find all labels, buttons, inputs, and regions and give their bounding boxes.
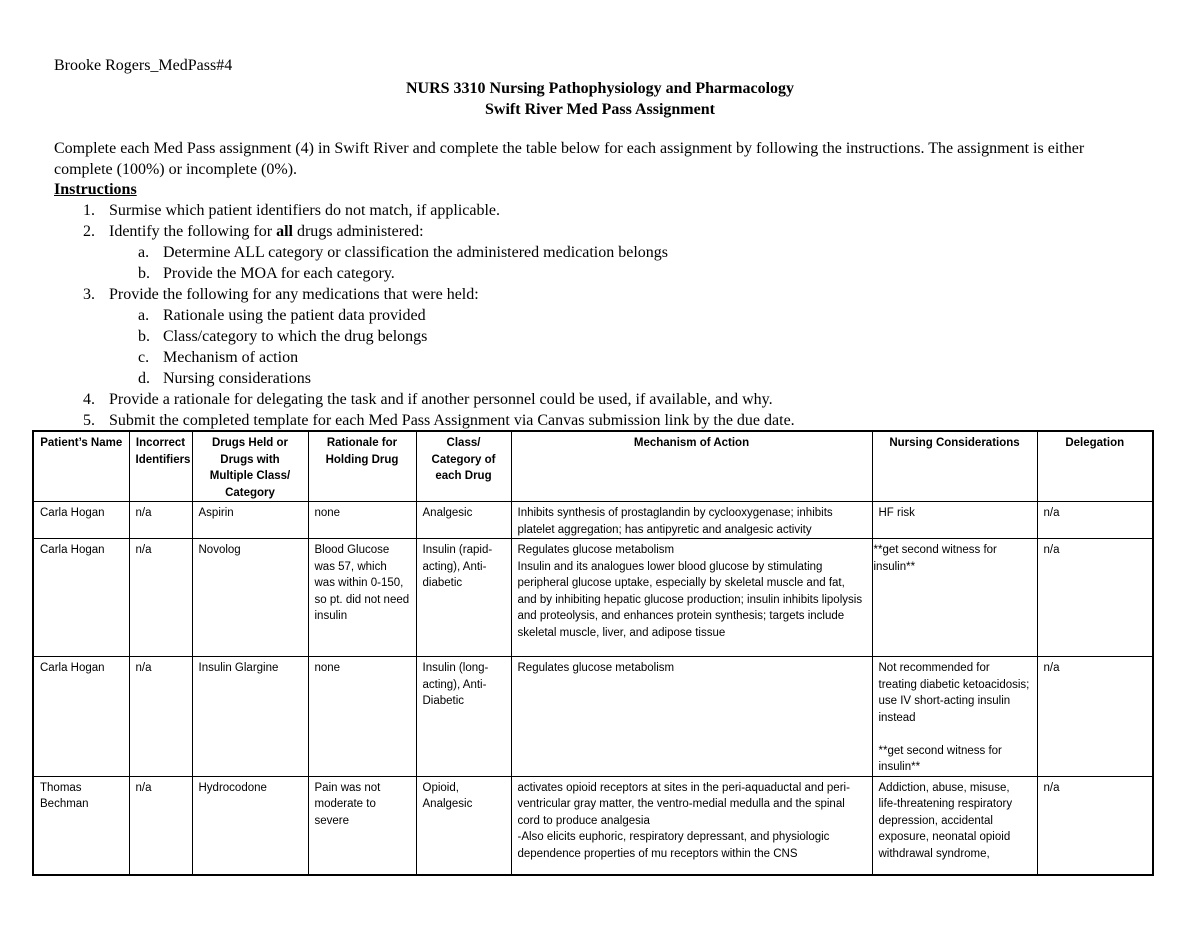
instruction-item-2 [109,223,424,241]
table-row [33,657,1153,777]
list-number: 5. [83,412,95,429]
document-title: NURS 3310 Nursing Pathophysiology and Pharmacology [405,80,795,97]
instruction-item-4: Provide a rationale for delegating the task and if another personnel could be used, if available, and why. [109,391,773,408]
cell-rationale: none [308,502,416,539]
cell-rationale: Blood Glucose was 57, which was within 0-150, so pt. did not need insulin [308,539,416,657]
instruction-item-5: Submit the completed template for each Med Pass Assignment via Canvas submission link by the due date. [109,412,795,429]
cell-incorrect-identifiers: n/a [129,657,192,777]
instruction-item-3b: Class/category to which the drug belongs [163,328,428,345]
table-row [33,776,1153,875]
cell-drug: Hydrocodone [192,776,308,875]
cell-mechanism: Inhibits synthesis of prostaglandin by cyclooxygenase; inhibits platelet aggregation; has antipyretic and analgesic activity [511,502,872,539]
list-number: 2. [83,223,95,240]
cell-delegation: n/a [1037,657,1153,777]
cell-class: Insulin (rapid-acting), Anti-diabetic [416,539,511,657]
cell-class: Insulin (long-acting), Anti-Diabetic [416,657,511,777]
list-letter: c. [138,349,150,366]
instruction-item-2-text-end: drugs administered: [292,223,424,240]
header-delegation: Delegation [1037,431,1153,502]
instruction-item-3a: Rationale using the patient data provided [163,307,426,324]
cell-nursing: Not recommended for treating diabetic ketoacidosis; use IV short-acting insulin instead **get second witness for insulin** [872,657,1037,777]
instruction-item-3c: Mechanism of action [163,349,299,366]
instruction-item-1: Surmise which patient identifiers do not match, if applicable. [109,202,501,219]
list-number: 1. [83,202,95,219]
instruction-item-2a: Determine ALL category or classification the administered medication belongs [163,244,669,261]
instruction-item-3: Provide the following for any medications that were held: [109,286,479,303]
cell-drug: Insulin Glargine [192,657,308,777]
table-row [33,539,1153,657]
cell-rationale: none [308,657,416,777]
header-mechanism-of-action: Mechanism of Action [511,431,872,502]
cell-delegation: n/a [1037,776,1153,875]
list-letter: a. [138,307,150,324]
document-title-block [0,78,1200,120]
header-class-category: Class/ Category of each Drug [416,431,511,502]
cell-patient-name: Carla Hogan [33,657,129,777]
cell-mechanism: Regulates glucose metabolism [511,657,872,777]
cell-delegation: n/a [1037,502,1153,539]
cell-class: Analgesic [416,502,511,539]
table-row [33,502,1153,539]
cell-nursing: **get second witness for insulin** [872,539,1037,657]
cell-incorrect-identifiers: n/a [129,502,192,539]
list-letter: b. [138,328,150,345]
header-drugs-held: Drugs Held or Drugs with Multiple Class/ Category [192,431,308,502]
instruction-item-3d: Nursing considerations [163,370,311,387]
list-number: 4. [83,391,95,408]
cell-rationale: Pain was not moderate to severe [308,776,416,875]
list-letter: d. [138,370,150,387]
cell-nursing: Addiction, abuse, misuse, life-threatening respiratory depression, accidental exposure, neonatal opioid withdrawal syndrome, [872,776,1037,875]
header-rationale: Rationale for Holding Drug [308,431,416,502]
header-patient-name: Patient’s Name [33,431,129,502]
table-header-row [33,431,1153,502]
cell-incorrect-identifiers: n/a [129,539,192,657]
cell-drug: Novolog [192,539,308,657]
list-number: 3. [83,286,95,303]
intro-paragraph: Complete each Med Pass assignment (4) in Swift River and complete the table below for each assignment by following the instructions. The assignment is either complete (100%) or incomplete (0%). [54,140,1085,178]
cell-drug: Aspirin [192,502,308,539]
cell-delegation: n/a [1037,539,1153,657]
cell-patient-name: Carla Hogan [33,539,129,657]
cell-class: Opioid, Analgesic [416,776,511,875]
instructions-heading: Instructions [54,181,137,198]
cell-patient-name: Thomas Bechman [33,776,129,875]
list-letter: a. [138,244,150,261]
instruction-item-2-bold: all [276,223,293,240]
list-letter: b. [138,265,150,282]
document-author-line: Brooke Rogers_MedPass#4 [54,57,233,74]
instruction-item-2-text: Identify the following for [109,223,277,240]
document-subtitle: Swift River Med Pass Assignment [485,101,715,118]
cell-mechanism: Regulates glucose metabolism Insulin and its analogues lower blood glucose by stimulating peripheral glucose uptake, especially by skeletal muscle and fat, and by inhibiting hepatic glucose production; insulin inhibits lipolysis and proteolysis, and enhances protein synthesis; targets include skeletal muscle, liver, and adipose tissue [511,539,872,657]
header-incorrect-identifiers: Incorrect Identifiers [129,431,192,502]
instruction-item-2b: Provide the MOA for each category. [163,265,395,282]
cell-patient-name: Carla Hogan [33,502,129,539]
header-nursing-considerations: Nursing Considerations [872,431,1037,502]
cell-nursing: HF risk [872,502,1037,539]
cell-mechanism: activates opioid receptors at sites in the peri-aquaductal and peri-ventricular gray matter, the ventro-medial medulla and the spinal cord to produce analgesia -Also elicits euphoric, respiratory depressant, and physiologic dependence properties of mu receptors within the CNS [511,776,872,875]
cell-incorrect-identifiers: n/a [129,776,192,875]
med-pass-table [32,430,1154,876]
